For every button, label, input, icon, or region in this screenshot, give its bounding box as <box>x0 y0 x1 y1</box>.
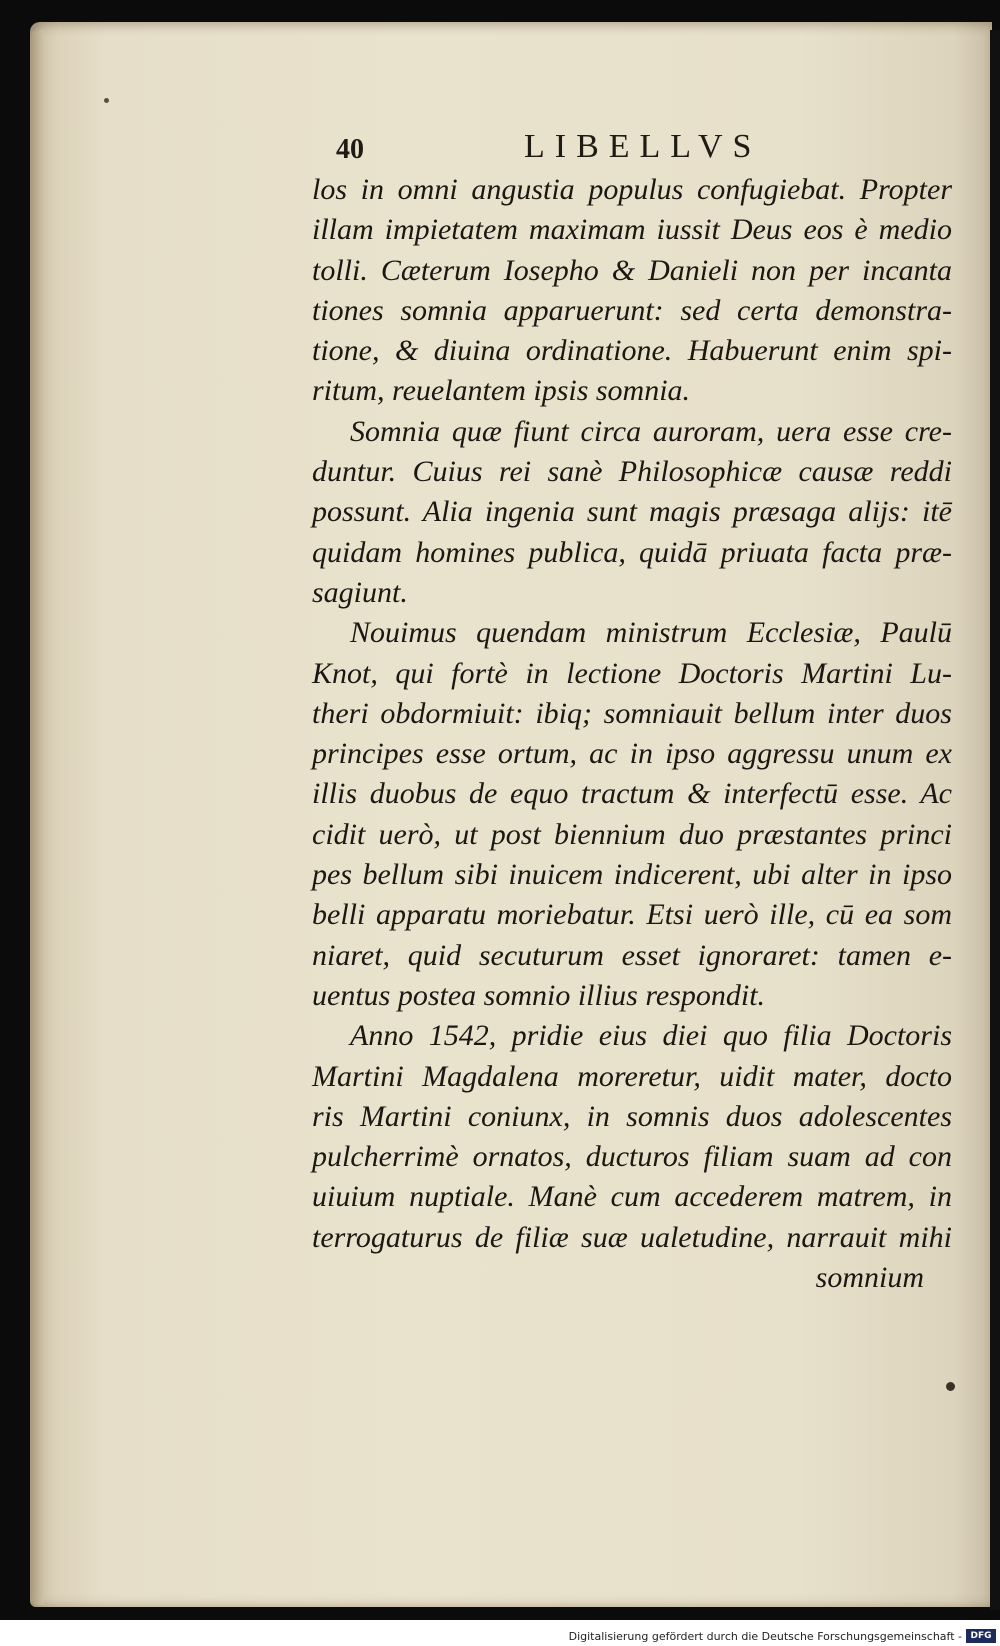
text-line: Knot, qui fortè in lectione Doctoris Martini Lu- <box>312 656 952 690</box>
dfg-logo: DFG <box>966 1629 996 1643</box>
text-line: duntur. Cuius rei sanè Philosophicæ causæ reddi <box>312 455 952 489</box>
text-line: terrogaturus de filiæ suæ ualetudine, narrauit mihi <box>312 1220 952 1254</box>
ink-spot <box>946 1382 955 1391</box>
text-line: tione, & diuina ordinatione. Habuerunt enim spi- <box>312 334 952 368</box>
page-header <box>336 128 776 172</box>
text-line: pes bellum sibi inuicem indicerent, ubi alter in ipso <box>312 858 952 892</box>
text-line: Martini Magdalena moreretur, uidit mater, docto <box>312 1059 952 1093</box>
catchword: somnium <box>815 1261 924 1295</box>
text-line: illam impietatem maximam iussit Deus eos è medio <box>312 213 952 247</box>
text-line: niaret, quid secuturum esset ignoraret: tamen e- <box>312 938 952 972</box>
body-text <box>312 170 952 1298</box>
text-line: principes esse ortum, ac in ipso aggressu unum ex <box>312 737 952 771</box>
text-line: tiones somnia apparuerunt: sed certa demonstra- <box>312 293 952 327</box>
text-line: Anno 1542, pridie eius diei quo filia Doctoris <box>350 1019 952 1053</box>
text-line: sagiunt. <box>312 575 408 609</box>
page-number: 40 <box>336 134 364 165</box>
paper-stain <box>104 98 109 103</box>
text-line: belli apparatu moriebatur. Etsi uerò ille, cū ea som <box>312 898 952 932</box>
page-gutter-edge <box>30 30 44 1605</box>
text-line: possunt. Alia ingenia sunt magis præsaga alijs: itē <box>312 495 952 529</box>
text-line: ris Martini coniunx, in somnis duos adolescentes <box>312 1099 952 1133</box>
text-line: uentus postea somnio illius respondit. <box>312 978 766 1012</box>
text-line: ritum, reuelantem ipsis somnia. <box>312 374 691 408</box>
text-line: tolli. Cæterum Iosepho & Danieli non per incanta <box>312 253 952 287</box>
text-line: quidam homines publica, quidā priuata facta præ- <box>312 535 952 569</box>
text-line: theri obdormiuit: ibiq; somniauit bellum inter duos <box>312 696 952 730</box>
text-line: los in omni angustia populus confugiebat. Propter <box>312 173 952 206</box>
text-line: illis duobus de equo tractum & interfectū esse. Ac <box>312 777 952 811</box>
funding-note: Digitalisierung gefördert durch die Deutsche Forschungsgemeinschaft - <box>568 1630 962 1643</box>
running-title: LIBELLVS <box>524 128 762 165</box>
text-line: pulcherrimè ornatos, ducturos filiam suam ad con <box>312 1140 952 1174</box>
text-line: cidit uerò, ut post biennium duo præstantes princi <box>312 817 952 851</box>
text-line: Somnia quæ fiunt circa auroram, uera esse cre- <box>350 414 952 448</box>
scan-right-edge <box>990 30 1000 1610</box>
text-line: uiuium nuptiale. Manè cum accederem matrem, in <box>312 1180 952 1214</box>
text-line: Nouimus quendam ministrum Ecclesiæ, Paulū <box>350 616 952 650</box>
